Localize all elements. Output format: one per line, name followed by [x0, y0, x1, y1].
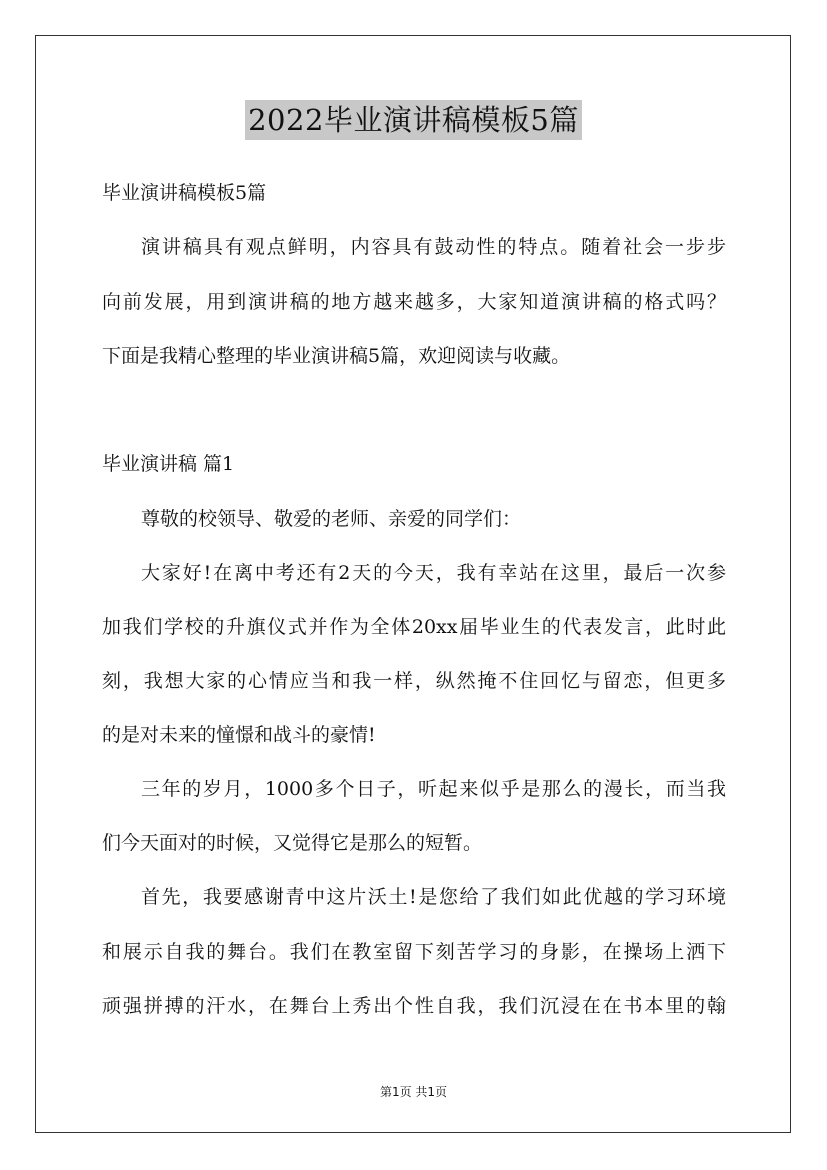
subtitle: 毕业演讲稿模板5篇	[102, 182, 267, 204]
greeting: 尊敬的校领导、敬爱的老师、亲爱的同学们：	[141, 508, 522, 530]
paragraph-line: 的是对未来的憧憬和战斗的豪情!	[102, 724, 376, 746]
intro-line: 向前发展，用到演讲稿的地方越来越多，大家知道演讲稿的格式吗？	[102, 291, 726, 313]
paragraph-line: 大家好!在离中考还有2天的今天，我有幸站在这里，最后一次参	[141, 562, 726, 584]
paragraph-line: 和展示自我的舞台。我们在教室留下刻苦学习的身影，在操场上洒下	[102, 941, 726, 963]
paragraph-line: 加我们学校的升旗仪式并作为全体20xx届毕业生的代表发言，此时此	[102, 616, 726, 638]
paragraph-line: 三年的岁月，1000多个日子，听起来似乎是那么的漫长，而当我	[141, 778, 726, 800]
paragraph-line: 刻，我想大家的心情应当和我一样，纵然掩不住回忆与留恋，但更多	[102, 670, 726, 692]
paragraph-line: 首先，我要感谢青中这片沃土!是您给了我们如此优越的学习环境	[141, 886, 726, 908]
section-heading: 毕业演讲稿 篇1	[102, 453, 235, 475]
document-title: 2022毕业演讲稿模板5篇	[245, 100, 582, 140]
paragraph-line: 顽强拼搏的汗水，在舞台上秀出个性自我，我们沉浸在在书本里的翰	[102, 995, 726, 1017]
intro-line: 演讲稿具有观点鲜明，内容具有鼓动性的特点。随着社会一步步	[141, 236, 726, 258]
intro-line: 下面是我精心整理的毕业演讲稿5篇，欢迎阅读与收藏。	[102, 345, 571, 367]
paragraph-line: 们今天面对的时候，又觉得它是那么的短暂。	[102, 832, 483, 854]
page-number: 第1页 共1页	[379, 1085, 448, 1099]
title-container	[0, 100, 827, 140]
